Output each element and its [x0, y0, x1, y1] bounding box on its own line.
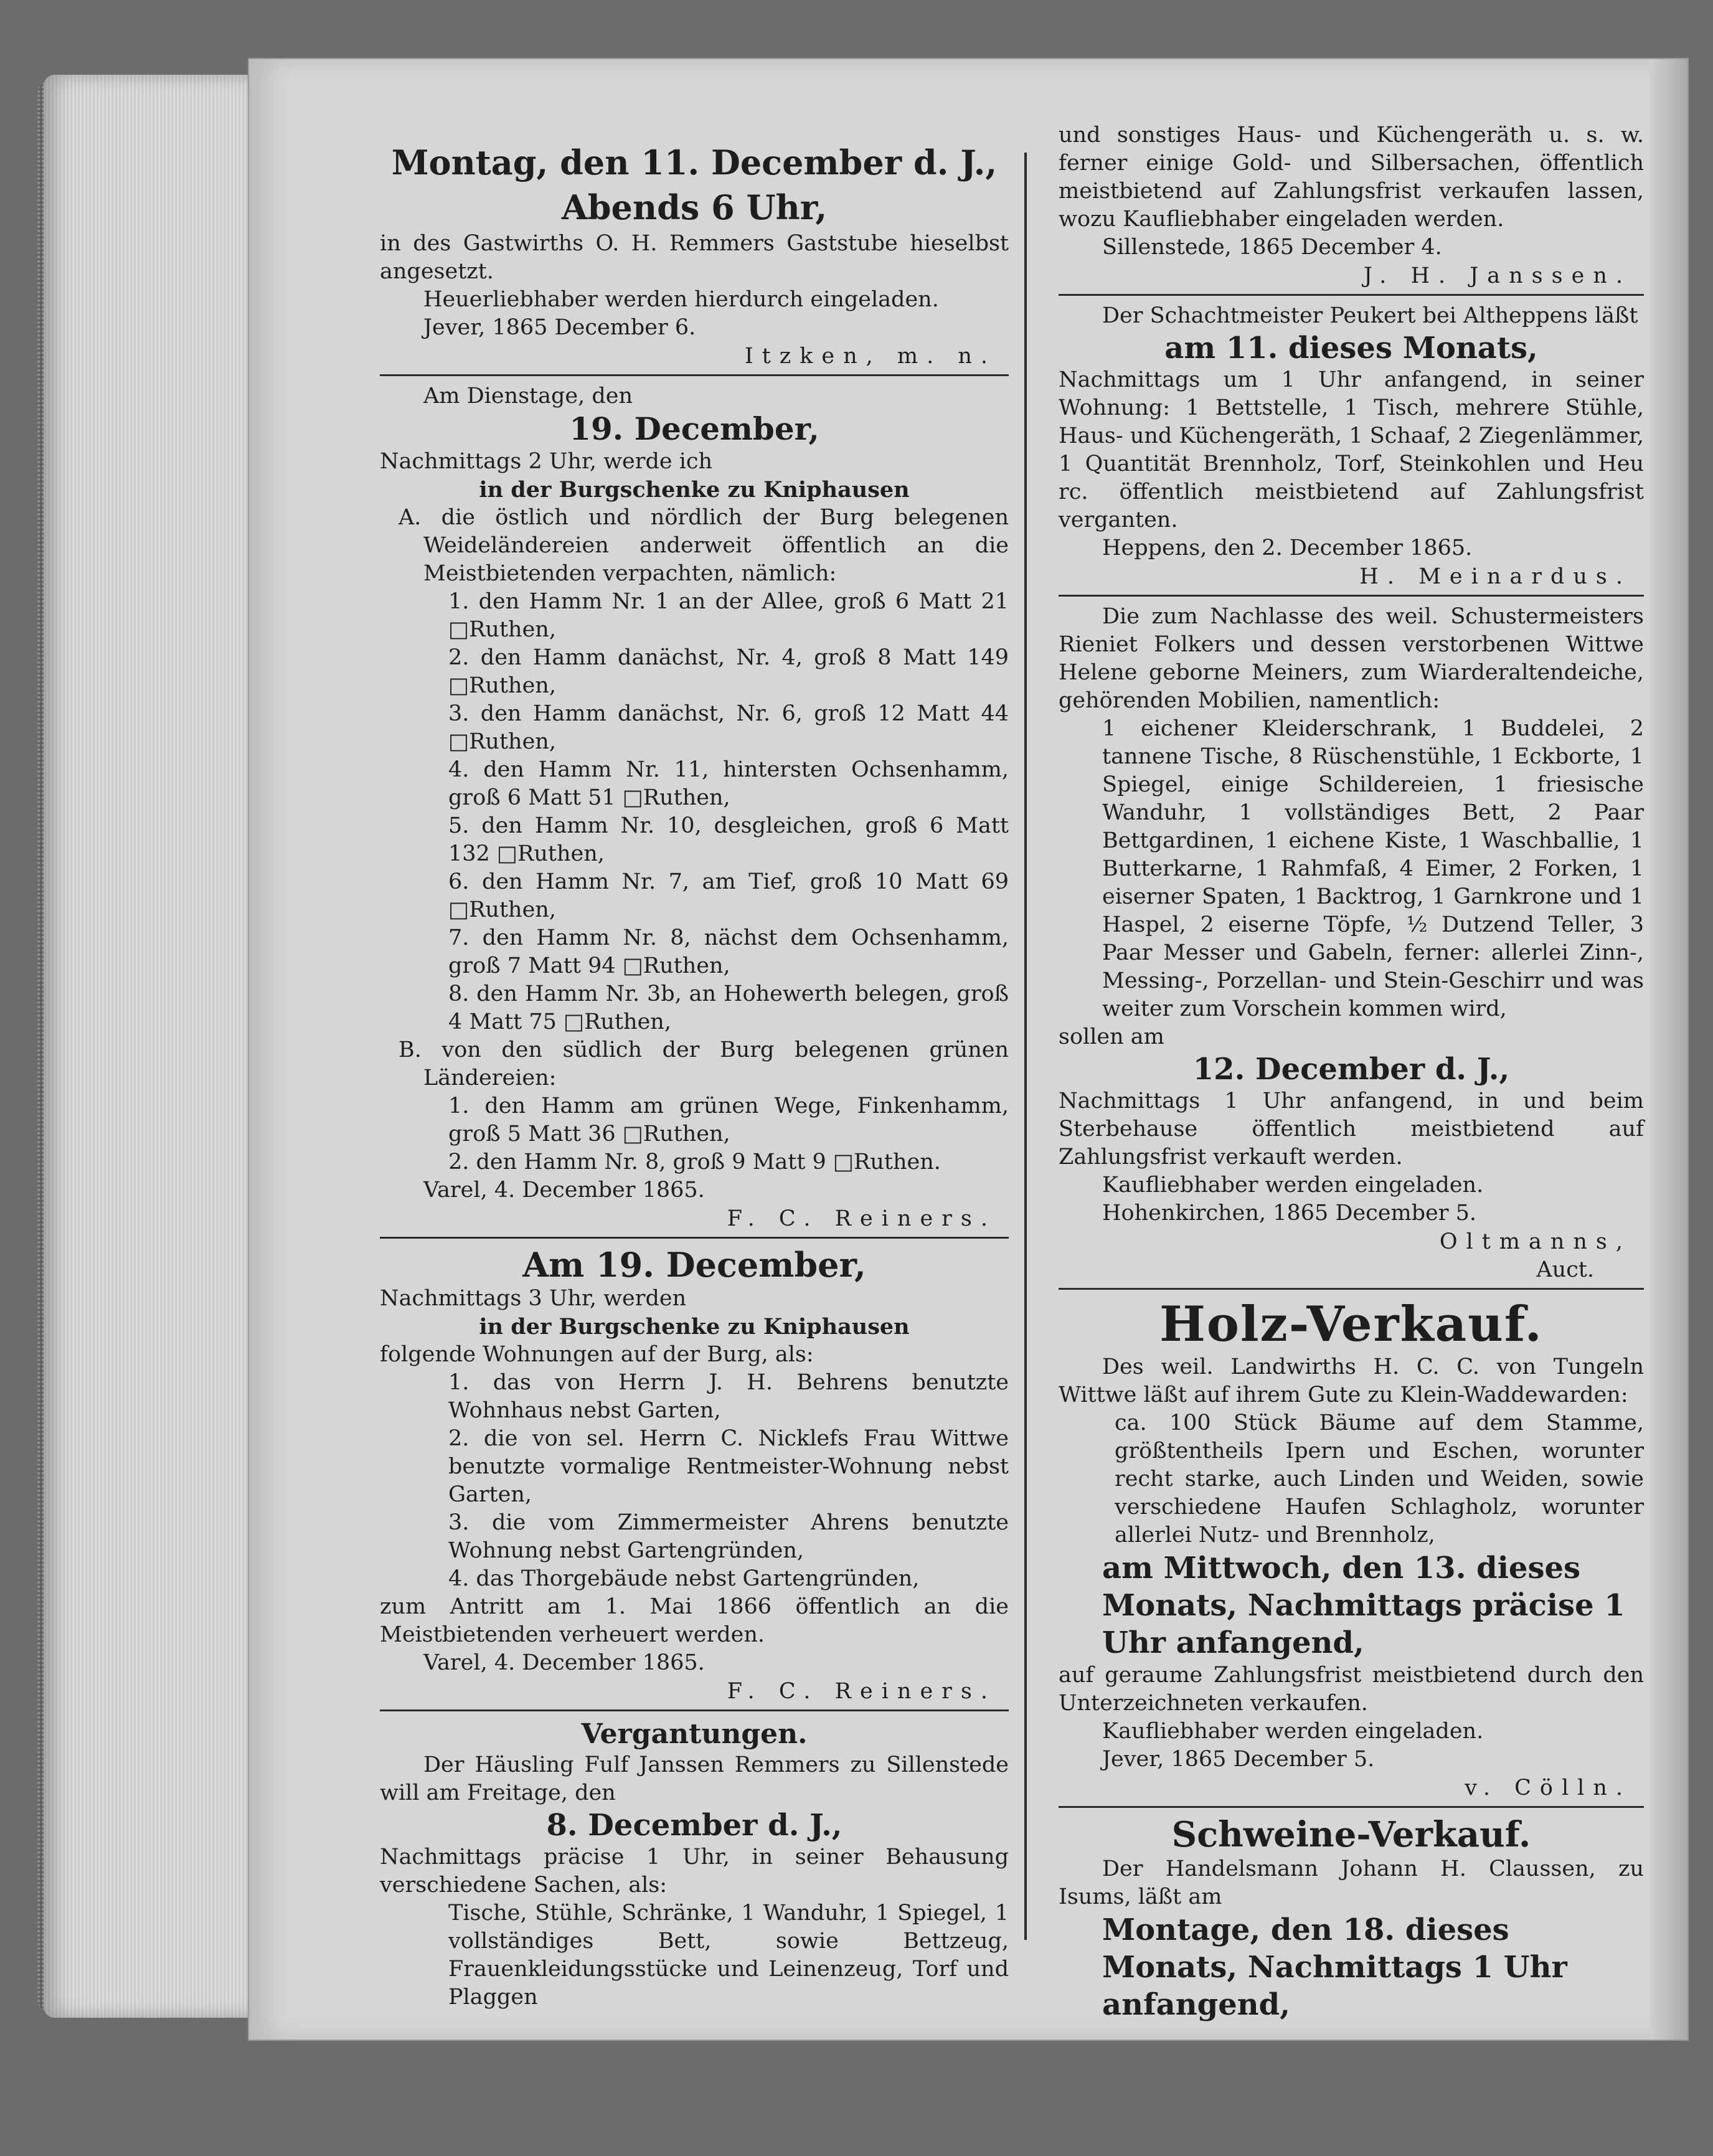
ad5-text: Nachmittags um 1 Uhr anfangend, in seiner Wohnung: 1 Bettstelle, 1 Tisch, mehrere Stühle, Haus- und Küchengeräth, 1 Schaaf, 2 Ziegenlämmer, 1 Quantität Brennholz, Torf, Steinkohlen und Heu rc. öffentlich meistbietend auf Zahlungsfrist verganten.	[1059, 367, 1644, 532]
ad7-invite: Kaufliebhaber werden eingeladen.	[1102, 1719, 1484, 1744]
ad7-signature: v. Cölln.	[1465, 1775, 1631, 1800]
list-item: 6. den Hamm Nr. 7, am Tief, groß 10 Matt 69 □Ruthen,	[448, 869, 1009, 922]
ad2-items-a	[380, 588, 1009, 1036]
ad5-date: am 11. dieses Monats,	[1164, 331, 1538, 366]
ad7-intro: Des weil. Landwirths H. C. C. von Tungeln Wittwe läßt auf ihrem Gute zu Klein-Waddewarden:	[1059, 1355, 1644, 1407]
ad4-cont-signature: J. H. Janssen.	[1363, 263, 1631, 288]
list-item: 4. den Hamm Nr. 11, hintersten Ochsenhamm, groß 6 Matt 51 □Ruthen,	[448, 757, 1009, 810]
list-item: 1. das von Herrn J. H. Behrens benutzte Wohnhaus nebst Garten,	[448, 1370, 1009, 1423]
ad2-items-b	[380, 1092, 1009, 1176]
right-column	[1059, 121, 1644, 2023]
ad-peukert-sale	[1059, 302, 1644, 591]
ad5-signature: H. Meinardus.	[1359, 564, 1631, 589]
list-item: 1. den Hamm Nr. 1 an der Allee, groß 6 Matt 21 □Ruthen,	[448, 589, 1009, 642]
page-stack-edge	[44, 75, 249, 2018]
ad5-place-date: Heppens, den 2. December 1865.	[1102, 536, 1473, 560]
ad4-cont-text: und sonstiges Haus- und Küchengeräth u. s. w. ferner einige Gold- und Silbersachen, öffentlich meistbietend auf Zahlungsfrist verkaufen lassen, wozu Kaufliebhaber eingeladen werden.	[1059, 123, 1644, 232]
ad2-section-b: B. von den südlich der Burg belegenen grünen Ländereien:	[399, 1038, 1009, 1090]
page-fold-shadow	[1650, 59, 1687, 2040]
list-item: 7. den Hamm Nr. 8, nächst dem Ochsenhamm, groß 7 Matt 94 □Ruthen,	[448, 925, 1009, 978]
ad3-closing: zum Antritt am 1. Mai 1866 öffentlich an die Meistbietenden verheuert werden.	[380, 1594, 1009, 1647]
ad5-intro: Der Schachtmeister Peukert bei Altheppens läßt	[1102, 303, 1638, 328]
ad-vergantung-continued	[1059, 121, 1644, 290]
ad3-date: Am 19. December,	[522, 1245, 866, 1285]
list-item: 8. den Hamm Nr. 3b, an Hohewerth belegen, groß 4 Matt 75 □Ruthen,	[448, 981, 1009, 1034]
ad8-heading: Schweine-Verkauf.	[1171, 1814, 1531, 1855]
ad7-text: auf geraume Zahlungsfrist meistbietend durch den Unterzeichneten verkaufen.	[1059, 1663, 1644, 1716]
ad6-text: Nachmittags 1 Uhr anfangend, in und beim Sterbehause öffentlich meistbietend auf Zahlungsfrist verkauft werden.	[1059, 1089, 1644, 1170]
ad6-items: 1 eichener Kleiderschrank, 1 Buddelei, 2 tannene Tische, 8 Rüschenstühle, 1 Eckborte, 1 Spiegel, einige Schildereien, 1 friesische Wanduhr, 1 vollständiges Bett, 2 Paar Bettgardinen, 1 eichene Kiste, 1 Waschballie, 1 Butterkarne, 1 Rahmfaß, 4 Eimer, 2 Forken, 1 eiserner Spaten, 1 Backtrog, 1 Garnkrone und 1 Haspel, 2 eiserne Töpfe, ½ Dutzend Teller, 3 Paar Messer und Gabeln, ferner: allerlei Zinn-, Messing-, Porzellan- und Stein-Geschirr und was weiter zum Vorschein kommen wird,	[1102, 716, 1644, 1021]
ad3-signature: F. C. Reiners.	[727, 1679, 996, 1704]
list-item: 2. die von sel. Herrn C. Nicklefs Frau Wittwe benutzte vormalige Rentmeister-Wohnung nebst Garten,	[448, 1426, 1009, 1507]
separator-rule	[380, 374, 1009, 376]
ad-holz-verkauf	[1059, 1296, 1644, 1802]
ad1-place-date: Jever, 1865 December 6.	[423, 315, 696, 340]
ad2-date: 19. December,	[569, 410, 819, 447]
ad4-time: Nachmittags präcise 1 Uhr, in seiner Behausung verschiedene Sachen, als:	[380, 1845, 1009, 1898]
ad4-cont-place-date: Sillenstede, 1865 December 4.	[1102, 235, 1442, 260]
separator-rule	[1059, 595, 1644, 597]
list-item: 3. den Hamm danächst, Nr. 6, groß 12 Matt 44 □Ruthen,	[448, 701, 1009, 754]
separator-rule	[380, 1237, 1009, 1239]
separator-rule	[1059, 1288, 1644, 1290]
ad3-place-date: Varel, 4. December 1865.	[423, 1650, 705, 1675]
ad3-venue: in der Burgschenke zu Kniphausen	[479, 1314, 910, 1340]
ad1-time: Abends 6 Uhr,	[561, 187, 828, 227]
list-item: 3. die vom Zimmermeister Ahrens benutzte Wohnung nebst Gartengründen,	[448, 1510, 1009, 1563]
ad1-title: Montag, den 11. December d. J.,	[391, 143, 998, 182]
ad1-line1: in des Gastwirths O. H. Remmers Gaststube hieselbst angesetzt.	[380, 231, 1009, 284]
ad3-time: Nachmittags 3 Uhr, werden	[380, 1286, 687, 1311]
ad7-heading: Holz-Verkauf.	[1159, 1296, 1543, 1353]
list-item: 5. den Hamm Nr. 10, desgleichen, groß 6 Matt 132 □Ruthen,	[448, 813, 1009, 866]
ad2-signature: F. C. Reiners.	[727, 1206, 996, 1231]
ad4-items: Tische, Stühle, Schränke, 1 Wanduhr, 1 Spiegel, 1 vollständiges Bett, sowie Bettzeug, Frauenkleidungsstücke und Leinenzeug, Torf und Plaggen	[448, 1901, 1009, 2010]
ad7-items: ca. 100 Stück Bäume auf dem Stamme, größtentheils Ipern und Eschen, worunter recht starke, auch Linden und Weiden, sowie verschiedene Haufen Schlagholz, worunter allerlei Nutz- und Brennholz,	[1115, 1411, 1644, 1548]
ad-folkers-estate	[1059, 603, 1644, 1284]
list-item: 1. den Hamm am grünen Wege, Finkenhamm, groß 5 Matt 36 □Ruthen,	[448, 1094, 1009, 1147]
ad-schweine-verkauf	[1059, 1814, 1644, 2023]
newspaper-page	[249, 59, 1687, 2040]
left-column	[380, 140, 1009, 2012]
list-item: 4. das Thorgebäude nebst Gartengründen,	[448, 1566, 920, 1591]
ad6-invite: Kaufliebhaber werden eingeladen.	[1102, 1173, 1484, 1198]
separator-rule	[1059, 294, 1644, 296]
list-item: 2. den Hamm Nr. 8, groß 9 Matt 9 □Ruthen.	[448, 1150, 941, 1175]
ad1-signature: Itzken, m. n.	[744, 344, 996, 369]
ad6-signature: Oltmanns,	[1439, 1229, 1631, 1254]
column-divider	[1024, 153, 1027, 1940]
ad6-lead: sollen am	[1059, 1024, 1164, 1049]
ad7-place-date: Jever, 1865 December 5.	[1102, 1747, 1375, 1772]
ad-lease-kniphausen	[380, 382, 1009, 1233]
ad-vergantungen	[380, 1718, 1009, 2012]
ad2-venue: in der Burgschenke zu Kniphausen	[479, 477, 910, 503]
ad4-date: 8. December d. J.,	[546, 1808, 842, 1843]
ad7-date: am Mittwoch, den 13. dieses Monats, Nachmittags präcise 1 Uhr anfangend,	[1102, 1551, 1625, 1660]
ad1-line2: Heuerliebhaber werden hierdurch eingeladen.	[423, 287, 939, 312]
ad4-heading: Vergantungen.	[581, 1718, 808, 1750]
separator-rule	[1059, 1806, 1644, 1808]
ad6-role: Auct.	[1536, 1257, 1594, 1282]
ad-housing-kniphausen	[380, 1245, 1009, 1706]
ad3-intro: folgende Wohnungen auf der Burg, als:	[380, 1342, 814, 1367]
ad4-intro: Der Häusling Fulf Janssen Remmers zu Sillenstede will am Freitage, den	[380, 1752, 1009, 1805]
ad2-section-a: A. die östlich und nördlich der Burg belegenen Weideländereien anderweit öffentlich an die Meistbietenden verpachten, nämlich:	[399, 505, 1009, 586]
ad2-time: Nachmittags 2 Uhr, werde ich	[380, 449, 713, 474]
ad6-place-date: Hohenkirchen, 1865 December 5.	[1102, 1201, 1477, 1226]
ad-auction-11-december	[380, 140, 1009, 371]
ad6-intro: Die zum Nachlasse des weil. Schustermeisters Rieniet Folkers und dessen verstorbenen Wittwe Helene geborne Meiners, zum Wiarderaltendeiche, gehörenden Mobilien, namentlich:	[1059, 604, 1644, 713]
separator-rule	[380, 1709, 1009, 1711]
ad8-intro: Der Handelsmann Johann H. Claussen, zu Isums, läßt am	[1059, 1856, 1644, 1909]
ad3-items	[380, 1369, 1009, 1593]
ad8-date: Montage, den 18. dieses Monats, Nachmittags 1 Uhr anfangend,	[1102, 1913, 1567, 2022]
ad6-date: 12. December d. J.,	[1192, 1052, 1510, 1087]
ad2-place-date: Varel, 4. December 1865.	[423, 1178, 705, 1203]
list-item: 2. den Hamm danächst, Nr. 4, groß 8 Matt 149 □Ruthen,	[448, 645, 1009, 698]
ad2-intro: Am Dienstage, den	[423, 384, 633, 409]
